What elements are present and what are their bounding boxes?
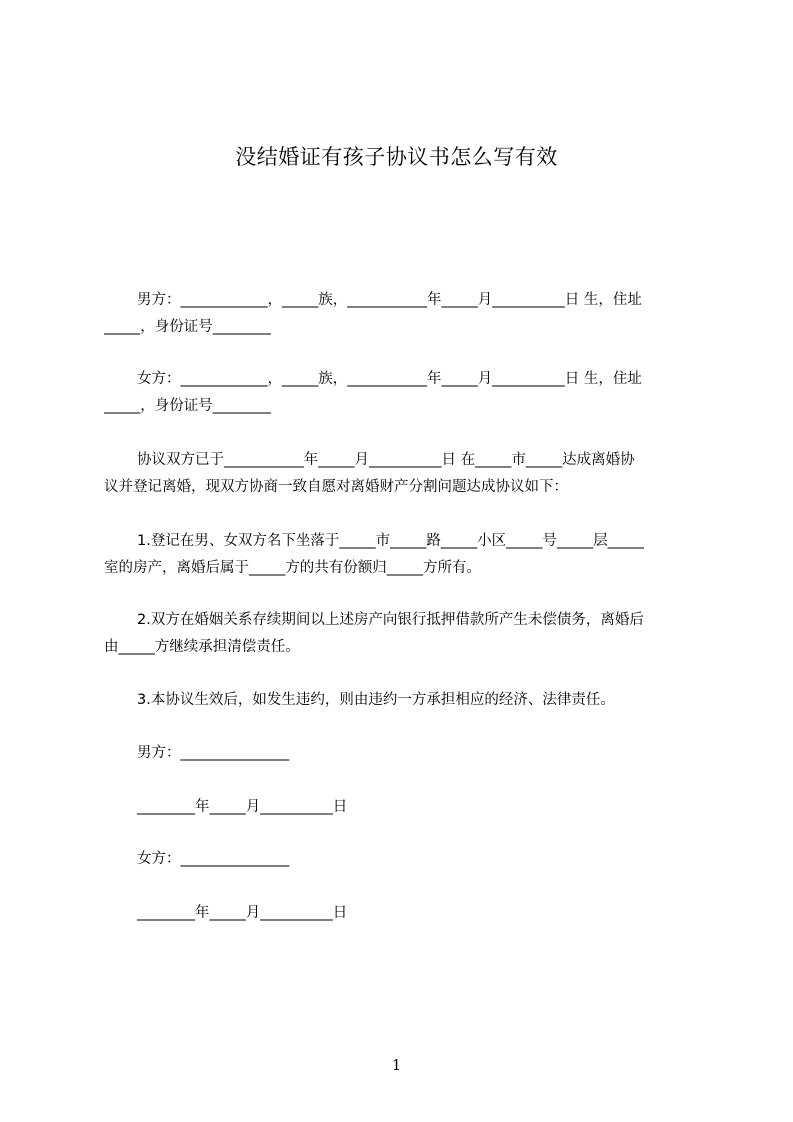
female-party-line-1: 女方：____________，_____族，___________年_____月__________日 生，住址 [137,371,642,387]
male-signature-line: 男方：_______________ [137,745,290,761]
male-party-paragraph [104,287,702,341]
clause-2-line-2: 由_____方继续承担清偿责任。 [104,639,300,655]
agreement-intro-line-2: 议并登记离婚，现双方协商一致自愿对离婚财产分割问题达成协议如下： [104,479,568,495]
agreement-intro-paragraph [104,447,702,501]
male-signature-date: ________年_____月__________日 [137,799,348,815]
clause-1-paragraph [104,528,702,582]
clause-3-line-1: 3.本协议生效后，如发生违约，则由违约一方承担相应的经济、法律责任。 [137,692,615,708]
document-title: 没结婚证有孩子协议书怎么写有效 [235,145,558,169]
female-signature-date: ________年_____月__________日 [137,905,348,921]
agreement-intro-line-1: 协议双方已于___________年_____月__________日 在_____市_____达成离婚协 [137,452,635,468]
male-party-line-2: _____，身份证号________ [104,319,271,335]
female-party-paragraph [104,366,702,420]
female-signature-line: 女方：_______________ [137,851,290,867]
clause-3-paragraph [104,687,702,714]
clause-1-line-2: 室的房产，离婚后属于_____方的共有份额归_____方所有。 [104,560,481,576]
clause-2-paragraph [104,607,702,661]
clause-1-line-1: 1.登记在男、女双方名下坐落于_____市_____路_____小区_____号_____层_____ [137,533,644,549]
clause-2-line-1: 2.双方在婚姻关系存续期间以上述房产向银行抵押借款所产生未偿债务，离婚后 [137,612,644,628]
male-party-line-1: 男方：____________，_____族，___________年_____月__________日 生，住址 [137,292,642,308]
page-number: 1 [391,1056,402,1074]
female-party-line-2: _____，身份证号________ [104,398,271,414]
